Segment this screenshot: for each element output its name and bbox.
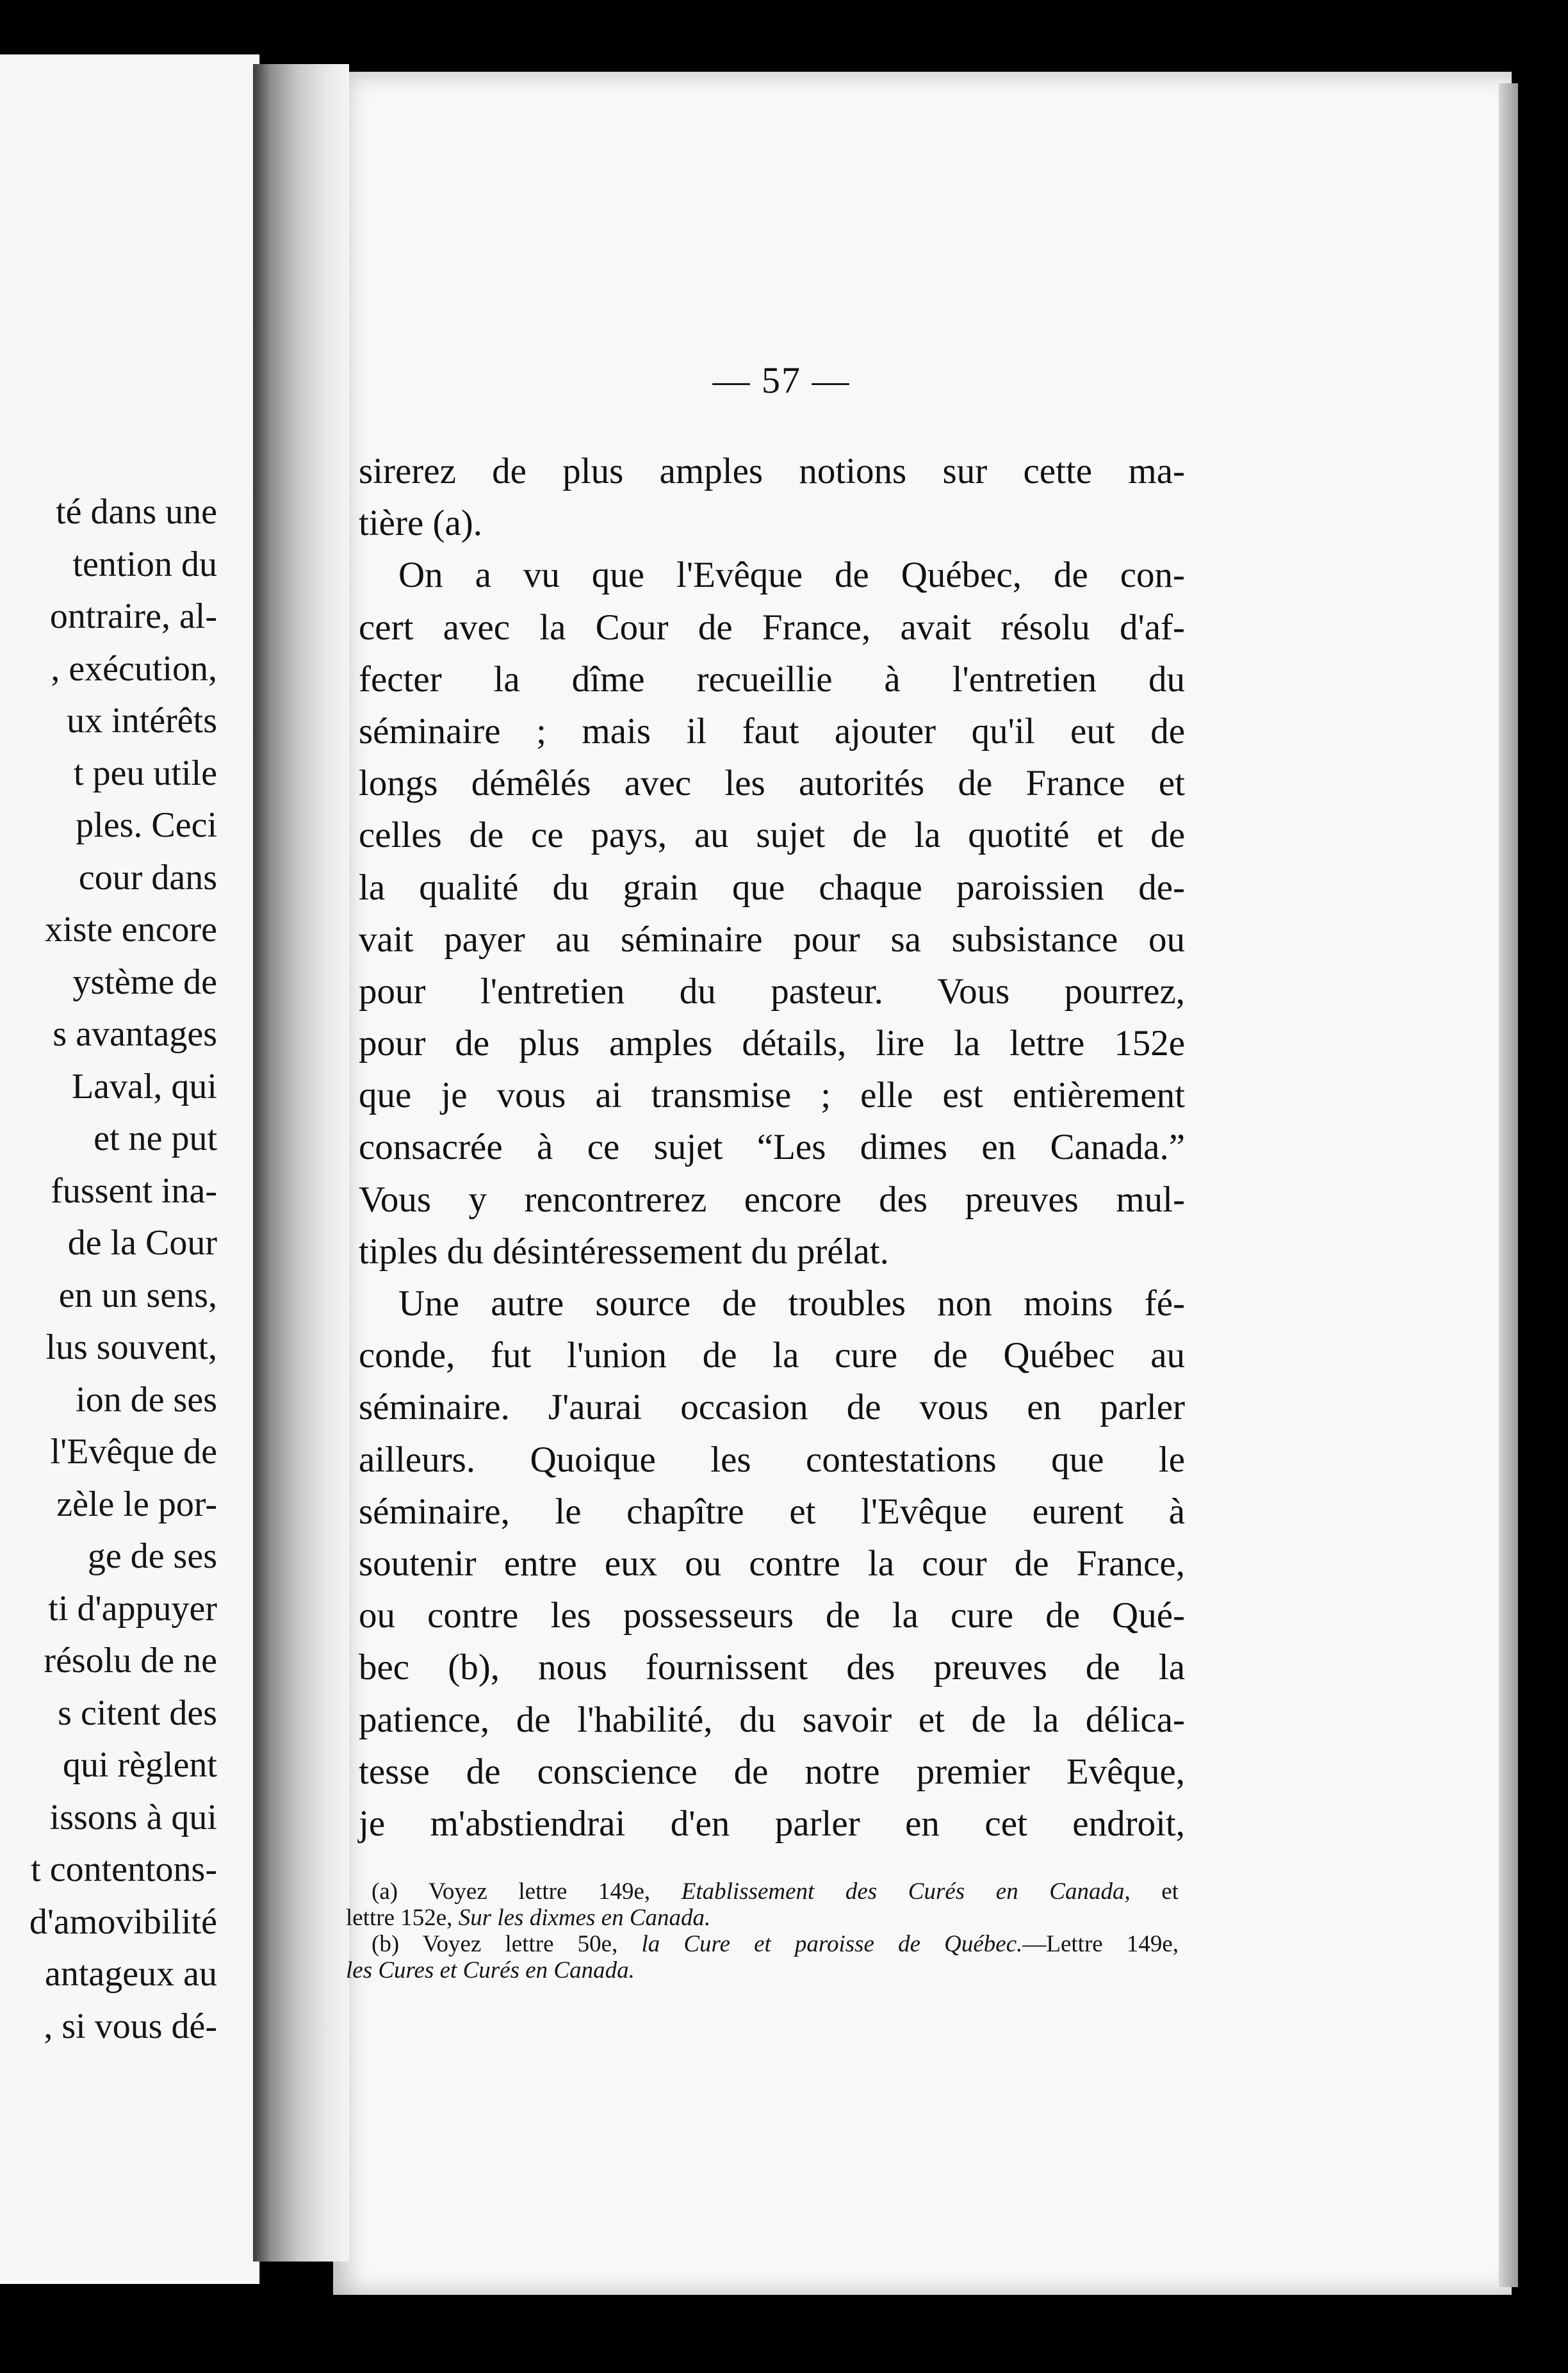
left-text-line: en un sens, xyxy=(58,1275,217,1315)
left-text-line: tention du xyxy=(72,544,217,584)
footnote-title: Etablissement des Curés en Canada, xyxy=(681,1878,1131,1905)
footnote-text: lettre 152e, xyxy=(346,1905,459,1931)
footnotes xyxy=(346,1878,1179,1983)
footnote-text: (a) Voyez lettre 149e, xyxy=(372,1878,682,1905)
footnote-a-line-2 xyxy=(346,1905,1179,1931)
left-text-line: ystème de xyxy=(72,962,217,1002)
text-line: bec (b), nous fournissent des preuves de la xyxy=(359,1647,1185,1688)
left-text-line: t peu utile xyxy=(74,753,217,793)
text-line: séminaire ; mais il faut ajouter qu'il eut de xyxy=(359,710,1185,751)
text-line: fecter la dîme recueillie à l'entretien du xyxy=(359,659,1185,700)
left-text-line: l'Evêque de xyxy=(50,1432,217,1472)
footnote-b-line-1 xyxy=(346,1931,1179,1957)
footnote-title: Sur les dixmes en Canada. xyxy=(458,1905,711,1931)
left-facing-page xyxy=(0,54,261,2284)
left-text-line: ontraire, al- xyxy=(49,596,217,636)
text-line: Une autre source de troubles non moins fé- xyxy=(398,1283,1185,1324)
left-text-line: ge de ses xyxy=(87,1536,217,1576)
left-text-line: s citent des xyxy=(58,1693,217,1733)
text-line: ou contre les possesseurs de la cure de Qué- xyxy=(359,1595,1185,1636)
text-line: tesse de conscience de notre premier Evêque, xyxy=(359,1751,1185,1792)
left-text-line: et ne put xyxy=(94,1119,217,1158)
footnote-b-line-2 xyxy=(346,1957,1179,1983)
left-text-line: zèle le por- xyxy=(56,1484,217,1524)
left-text-line: de la Cour xyxy=(67,1223,217,1263)
text-line: On a vu que l'Evêque de Québec, de con- xyxy=(398,555,1185,596)
page-number: — 57 — xyxy=(712,359,851,401)
text-line: longs démêlés avec les autorités de France et xyxy=(359,763,1185,804)
left-text-line: d'amovibilité xyxy=(29,1901,217,1942)
left-text-line: , exécution, xyxy=(51,648,217,689)
text-line: séminaire. J'aurai occasion de vous en parler xyxy=(359,1387,1185,1428)
left-text-line: , si vous dé- xyxy=(44,2006,217,2046)
left-text-line: résolu de ne xyxy=(44,1641,217,1680)
left-text-line: té dans une xyxy=(56,492,217,532)
text-line: tiples du désintéressement du prélat. xyxy=(359,1231,889,1272)
text-line: ailleurs. Quoique les contestations que le xyxy=(359,1439,1185,1480)
text-line: soutenir entre eux ou contre la cour de France, xyxy=(359,1543,1185,1584)
text-line: Vous y rencontrerez encore des preuves mul- xyxy=(359,1179,1185,1220)
left-text-line: ples. Ceci xyxy=(76,805,217,845)
book-gutter-shadow xyxy=(253,64,349,2262)
page-body-text xyxy=(359,445,1185,1850)
text-line: celles de ce pays, au sujet de la quotité et de xyxy=(359,815,1185,856)
text-line: je m'abstiendrai d'en parler en cet endroit, xyxy=(359,1803,1185,1844)
text-line: tière (a). xyxy=(359,503,483,544)
left-text-line: s avantages xyxy=(53,1014,217,1054)
left-text-line: ti d'appuyer xyxy=(48,1588,217,1629)
left-text-line: ux intérêts xyxy=(67,701,217,741)
left-text-line: ion de ses xyxy=(76,1379,217,1420)
left-text-line: xiste encore xyxy=(45,910,217,949)
text-line: conde, fut l'union de la cure de Québec au xyxy=(359,1335,1185,1376)
left-text-line: lus souvent, xyxy=(45,1327,217,1367)
text-line: patience, de l'habilité, du savoir et de la délica- xyxy=(359,1699,1185,1740)
text-line: pour de plus amples détails, lire la lettre 152e xyxy=(359,1023,1185,1064)
left-text-line: t contentons- xyxy=(31,1850,217,1889)
footnote-text: (b) Voyez lettre 50e, xyxy=(372,1931,642,1957)
left-text-line: issons à qui xyxy=(49,1797,217,1837)
footnote-a-line-1 xyxy=(346,1878,1179,1905)
footnote-title: la Cure et paroisse de Québec. xyxy=(641,1931,1023,1957)
page-edge xyxy=(1499,83,1518,2287)
footnote-text: —Lettre 149e, xyxy=(1022,1931,1179,1957)
text-line: que je vous ai transmise ; elle est entièrement xyxy=(359,1075,1185,1116)
text-line: séminaire, le chapître et l'Evêque eurent à xyxy=(359,1491,1185,1532)
left-page-text xyxy=(0,486,217,2053)
left-text-line: cour dans xyxy=(78,857,217,898)
text-line: sirerez de plus amples notions sur cette ma- xyxy=(359,451,1185,491)
text-line: consacrée à ce sujet “Les dimes en Canada.” xyxy=(359,1127,1185,1168)
left-text-line: antageux au xyxy=(45,1954,217,1994)
footnote-title: les Cures et Curés en Canada. xyxy=(346,1957,635,1983)
footnote-text: et xyxy=(1130,1878,1179,1905)
text-line: la qualité du grain que chaque paroissien de- xyxy=(359,867,1185,908)
left-text-line: Laval, qui xyxy=(71,1066,217,1106)
text-line: cert avec la Cour de France, avait résolu d'af- xyxy=(359,607,1185,648)
left-text-line: qui règlent xyxy=(62,1745,217,1785)
text-line: pour l'entretien du pasteur. Vous pourrez, xyxy=(359,971,1185,1012)
left-text-line: fussent ina- xyxy=(51,1170,217,1211)
text-line: vait payer au séminaire pour sa subsistance ou xyxy=(359,919,1185,960)
